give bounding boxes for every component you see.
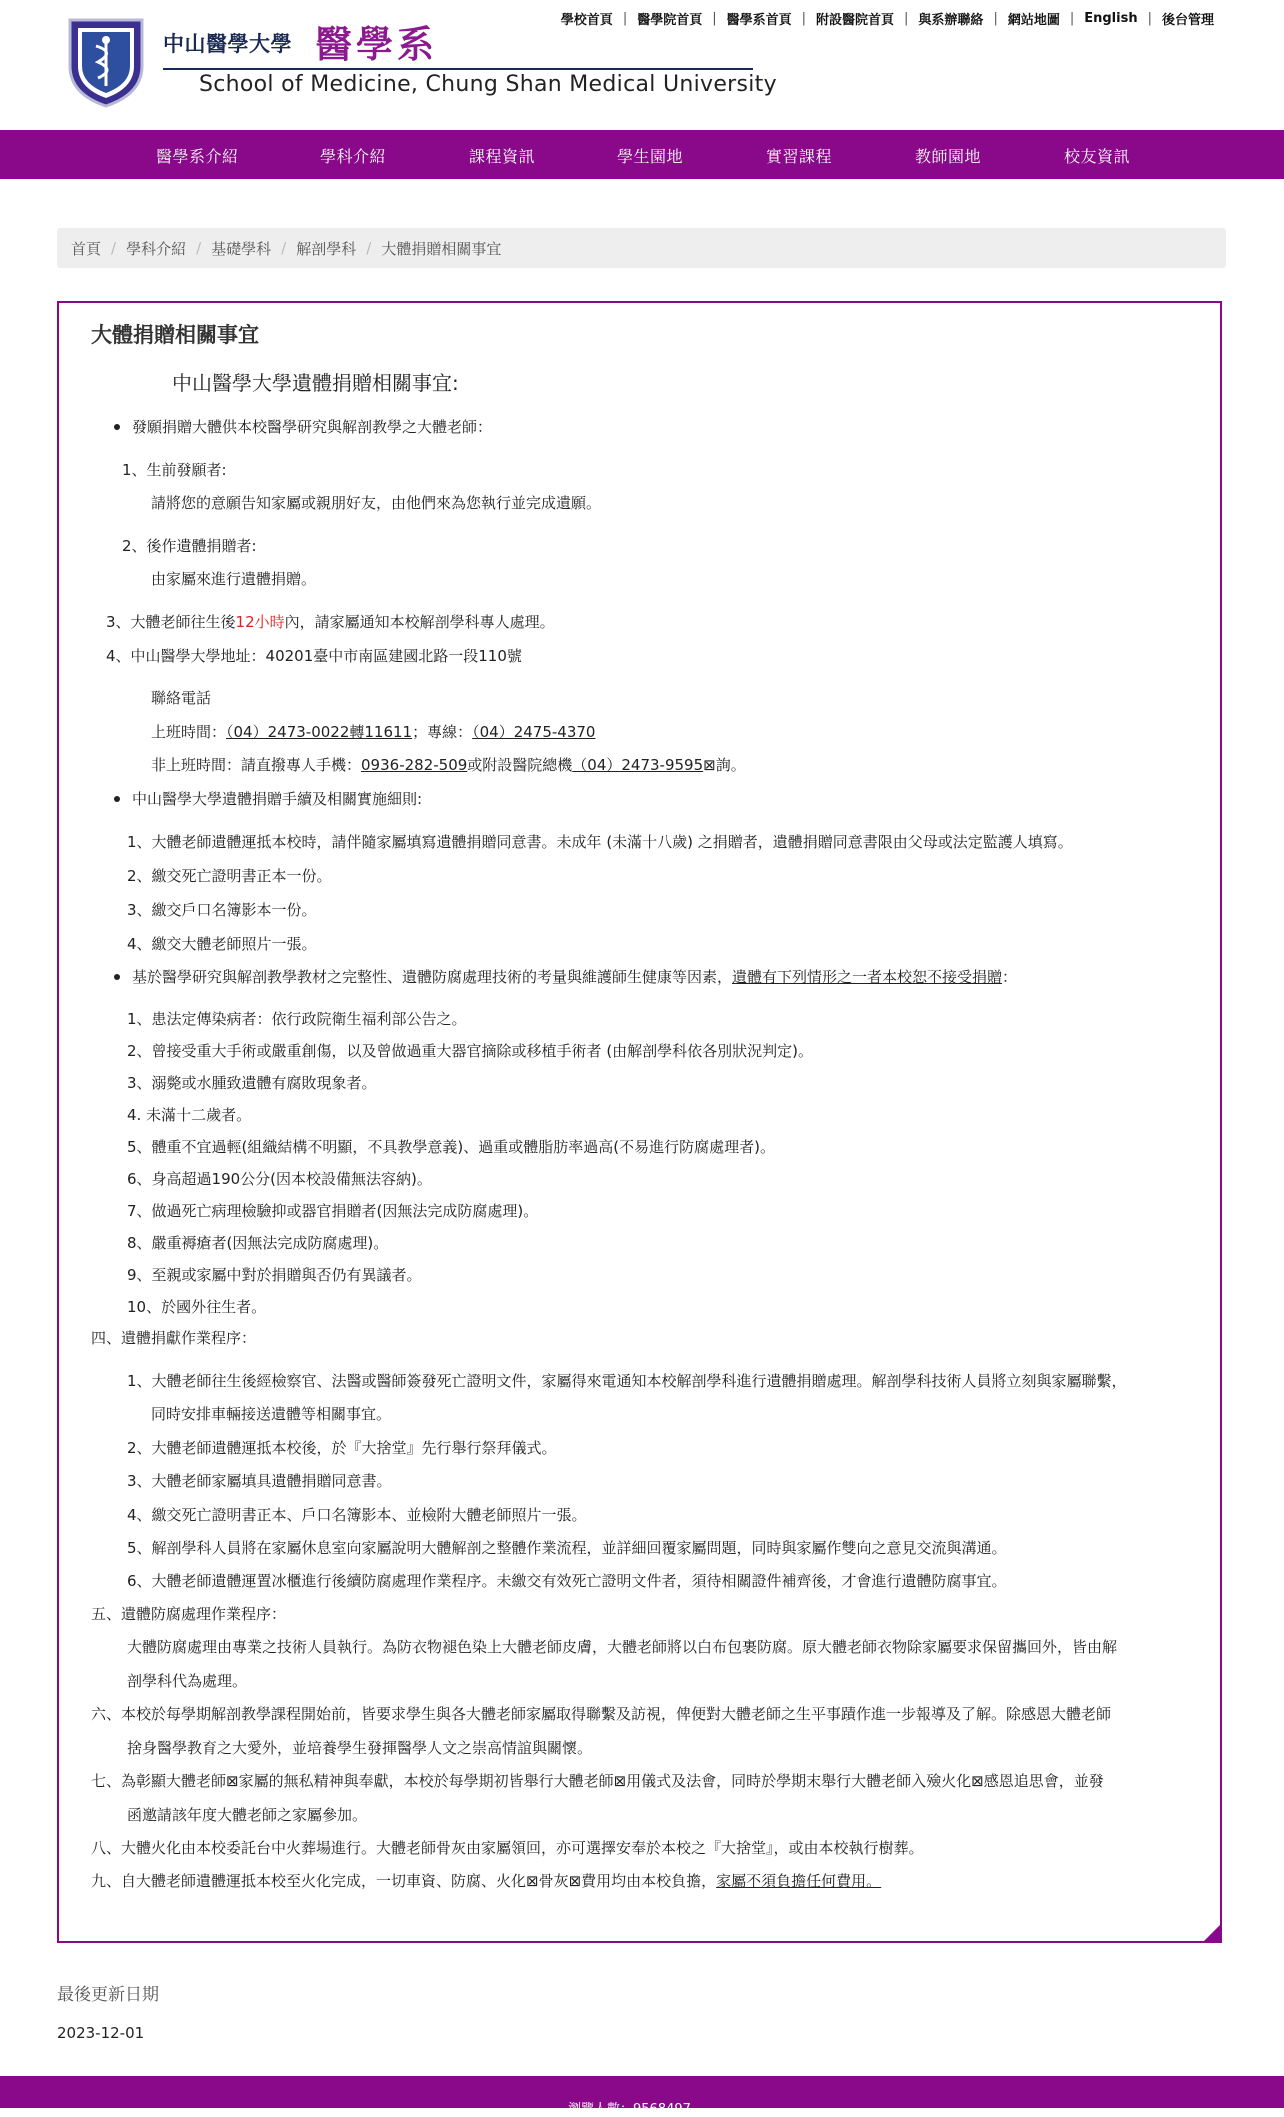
list-item: 6、大體老師遺體運置冰櫃進行後續防腐處理作業程序。未繳交有效死亡證明文件者，須待相關證件補齊後，才會進行遺體防腐事宜。 xyxy=(127,1572,1007,1590)
list-item-text: 請將您的意願告知家屬或親朋好友，由他們來為您執行並完成遺願。 xyxy=(151,494,602,512)
list-item: 9、至親或家屬中對於捐贈與否仍有異議者。 xyxy=(127,1266,422,1284)
separator: | xyxy=(993,11,998,26)
breadcrumb-home[interactable]: 首頁 xyxy=(71,239,102,258)
separator: | xyxy=(801,11,807,26)
toplink-hospital-home[interactable]: 附設醫院首頁 xyxy=(816,13,895,28)
department-name: 醫學系 xyxy=(315,23,438,66)
list-item: 1、患法定傳染病者：依行政院衛生福利部公告之。 xyxy=(127,1010,467,1028)
list-item: 2、繳交死亡證明書正本一份。 xyxy=(127,867,332,885)
section-heading xyxy=(91,1871,881,1891)
office-hours-label: 上班時間： xyxy=(151,723,227,741)
after-hours-line xyxy=(151,755,746,775)
list-item: 5、解剖學科人員將在家屬休息室向家屬說明大體解剖之整體作業流程，並詳細回覆家屬問題，同時與家屬作雙向之意見交流與溝通。 xyxy=(127,1539,1007,1557)
toplink-english[interactable]: English xyxy=(1084,11,1138,26)
site-header xyxy=(0,0,1284,130)
breadcrumb-current: 大體捐贈相關事宜 xyxy=(381,239,502,258)
list-item: 1、生前發願者: xyxy=(122,461,227,479)
separator: | xyxy=(712,11,717,26)
toplink-department-home[interactable]: 醫學系首頁 xyxy=(726,13,792,28)
toplink-school-home[interactable]: 學校首頁 xyxy=(560,13,613,28)
list-item: 1、大體老師遺體運抵本校時，請伴隨家屬填寫遺體捐贈同意書。未成年 (未滿十八歲) 之捐贈者，遺體捐贈同意書限由父母或法定監護人填寫。 xyxy=(127,833,1073,851)
list-item: 5、體重不宜過輕(組織結構不明顯，不具教學意義)、過重或體脂肪率過高(不易進行防腐處理者)。 xyxy=(127,1138,775,1156)
header-divider xyxy=(163,68,753,70)
list-item: 4. 未滿十二歲者。 xyxy=(127,1106,252,1124)
toplink-sitemap[interactable]: 網站地圖 xyxy=(1007,13,1060,28)
site-footer xyxy=(0,2076,1284,2117)
office-hours-line xyxy=(151,722,595,742)
list-item: 1、大體老師往生後經檢察官、法醫或醫師簽發死亡證明文件，家屬得來電通知本校解剖學科進行遺體捐贈處理。解剖學科技術人員將立刻與家屬聯繫， xyxy=(127,1372,1127,1390)
paragraph: 大體防腐處理由專業之技術人員執行。為防衣物褪色染上大體老師皮膚，大體老師將以白布包裹防腐。原大體老師衣物除家屬要求保留攜回外，皆由解 xyxy=(127,1638,1118,1656)
list-item: 2、後作遺體捐贈者: xyxy=(122,537,257,555)
nav-department-intro[interactable]: 醫學系介紹 xyxy=(156,147,239,166)
main-nav xyxy=(0,130,1284,179)
last-updated-date: 2023-12-01 xyxy=(57,2024,145,2042)
list-item: 3、溺斃或水腫致遺體有腐敗現象者。 xyxy=(127,1074,377,1092)
university-emblem-icon[interactable] xyxy=(64,16,148,108)
section-heading: 六、本校於每學期解剖教學課程開始前，皆要求學生與各大體老師家屬取得聯繫及訪視，俾便對大體老師之生平事蹟作進一步報導及了解。除感恩大體老師 xyxy=(91,1705,1112,1723)
list-item-text: 同時安排車輛接送遺體等相關事宜。 xyxy=(151,1405,392,1423)
hospital-label: 或附設醫院總機 xyxy=(467,756,573,774)
highlight-12-hours: 12小時 xyxy=(235,613,285,631)
university-name: 中山醫學大學 xyxy=(163,32,292,56)
office-phone-link[interactable]: （04）2473-0022轉11611 xyxy=(226,723,413,741)
list-item: 7、做過死亡病理檢驗抑或器官捐贈者(因無法完成防腐處理)。 xyxy=(127,1202,539,1220)
breadcrumb-anatomy[interactable]: 解剖學科 xyxy=(296,239,357,258)
section-heading: 七、為彰顯大體老師⊠家屬的無私精神與奉獻，本校於每學期初皆舉行大體老師⊠用儀式及法會，同時於學期末舉行大體老師入殮火化⊠感恩追思會，並發 xyxy=(91,1772,1104,1790)
section-heading: 四、遺體捐獻作業程序： xyxy=(91,1329,257,1347)
nav-subject-intro[interactable]: 學科介紹 xyxy=(320,147,387,166)
section-text: 九、自大體老師遺體運抵本校至火化完成，一切車資、防腐、火化⊠骨灰⊠費用均由本校負擔， xyxy=(91,1872,717,1890)
list-item: 2、大體老師遺體運抵本校後，於『大捨堂』先行舉行祭拜儀式。 xyxy=(127,1439,557,1457)
list-item: 4、繳交大體老師照片一張。 xyxy=(127,935,317,953)
direct-line-link[interactable]: （04）2475-4370 xyxy=(472,723,596,741)
no-fee-note: 家屬不須負擔任何費用。 xyxy=(716,1872,882,1890)
nav-internship[interactable]: 實習課程 xyxy=(766,147,833,166)
list-item: 3、大體老師家屬填具遺體捐贈同意書。 xyxy=(127,1472,392,1490)
separator: | xyxy=(622,11,628,26)
bullet-procedures: 中山醫學大學遺體捐贈手續及相關實施細則: xyxy=(132,790,423,808)
list-item: 6、身高超過190公分(因本校設備無法容納)。 xyxy=(127,1170,432,1188)
toplink-admin[interactable]: 後台管理 xyxy=(1161,13,1214,28)
page-title: 大體捐贈相關事宜 xyxy=(91,323,259,347)
separator: | xyxy=(1147,11,1152,26)
contact-label: 聯絡電話 xyxy=(151,689,212,707)
section-heading: 五、遺體防腐處理作業程序： xyxy=(91,1605,287,1623)
paragraph: 捨身醫學教育之大愛外，並培養學生發揮醫學人文之崇高情誼與關懷。 xyxy=(127,1739,593,1757)
mobile-phone-link[interactable]: 0936-282-509 xyxy=(361,756,468,774)
breadcrumb-basic-subjects[interactable]: 基礎學科 xyxy=(211,239,272,258)
breadcrumb xyxy=(57,228,1226,268)
paragraph: 剖學科代為處理。 xyxy=(127,1672,248,1690)
rejection-note: 遺體有下列情形之一者本校恕不接受捐贈 xyxy=(732,968,1003,986)
paragraph: 函邀請該年度大體老師之家屬參加。 xyxy=(127,1806,368,1824)
list-item: 2、曾接受重大手術或嚴重創傷，以及曾做過重大器官摘除或移植手術者 (由解剖學科依各別狀況判定)。 xyxy=(127,1042,814,1060)
list-item-text: 3、大體老師往生後 xyxy=(106,613,236,631)
after-hours-label: 非上班時間：請直撥專人手機： xyxy=(151,756,362,774)
section-heading: 八、大體火化由本校委託台中火葬場進行。大體老師骨灰由家屬領回，亦可選擇安奉於本校之『大捨堂』，或由本校執行樹葬。 xyxy=(91,1839,924,1857)
nav-student-zone[interactable]: 學生園地 xyxy=(617,147,684,166)
separator: | xyxy=(904,11,909,26)
breadcrumb-subject-intro[interactable]: 學科介紹 xyxy=(126,239,187,258)
separator: | xyxy=(1069,11,1075,26)
direct-line-label: ；專線： xyxy=(412,723,473,741)
last-updated-label: 最後更新日期 xyxy=(57,1985,159,2005)
list-item: 3、繳交戶口名簿影本一份。 xyxy=(127,901,317,919)
after-hours-suffix: ⊠詢。 xyxy=(703,756,746,774)
list-item: 10、於國外往生者。 xyxy=(127,1298,267,1316)
separator: / xyxy=(196,239,202,257)
nav-alumni-info[interactable]: 校友資訊 xyxy=(1064,147,1131,166)
article-box xyxy=(57,301,1222,1943)
hospital-phone-link[interactable]: （04）2473-9595 xyxy=(572,756,704,774)
bullet-text: 基於醫學研究與解剖教學教材之完整性、遺體防腐處理技術的考量與維護師生健康等因素， xyxy=(132,968,733,986)
separator: / xyxy=(111,239,117,257)
address-line: 4、中山醫學大學地址：40201臺中市南區建國北路一段110號 xyxy=(106,647,522,665)
bullet-donation-intent: 發願捐贈大體供本校醫學研究與解剖教學之大體老師： xyxy=(132,418,493,436)
toplink-contact-office[interactable]: 與系辦聯絡 xyxy=(918,13,984,28)
article-subtitle: 中山醫學大學遺體捐贈相關事宜: xyxy=(172,371,459,395)
list-item xyxy=(106,612,555,632)
separator: / xyxy=(281,239,287,257)
english-school-name: School of Medicine, Chung Shan Medical University xyxy=(199,72,777,97)
separator: / xyxy=(366,239,372,257)
bullet-rejection-criteria xyxy=(132,967,1017,987)
box-corner-decoration xyxy=(1202,1923,1222,1943)
top-links xyxy=(561,9,1214,28)
bullet-text: ： xyxy=(1002,968,1018,986)
list-item-text: 內，請家屬通知本校解剖學科專人處理。 xyxy=(284,613,555,631)
list-item: 8、嚴重褥瘡者(因無法完成防腐處理)。 xyxy=(127,1234,389,1252)
nav-course-info[interactable]: 課程資訊 xyxy=(469,147,536,166)
list-item: 4、繳交死亡證明書正本、戶口名簿影本、並檢附大體老師照片一張。 xyxy=(127,1506,587,1524)
toplink-medical-college-home[interactable]: 醫學院首頁 xyxy=(637,13,703,28)
list-item-text: 由家屬來進行遺體捐贈。 xyxy=(151,570,317,588)
nav-faculty-zone[interactable]: 教師園地 xyxy=(915,147,982,166)
visitor-count: 瀏覽人數：9568497 xyxy=(568,2102,691,2117)
